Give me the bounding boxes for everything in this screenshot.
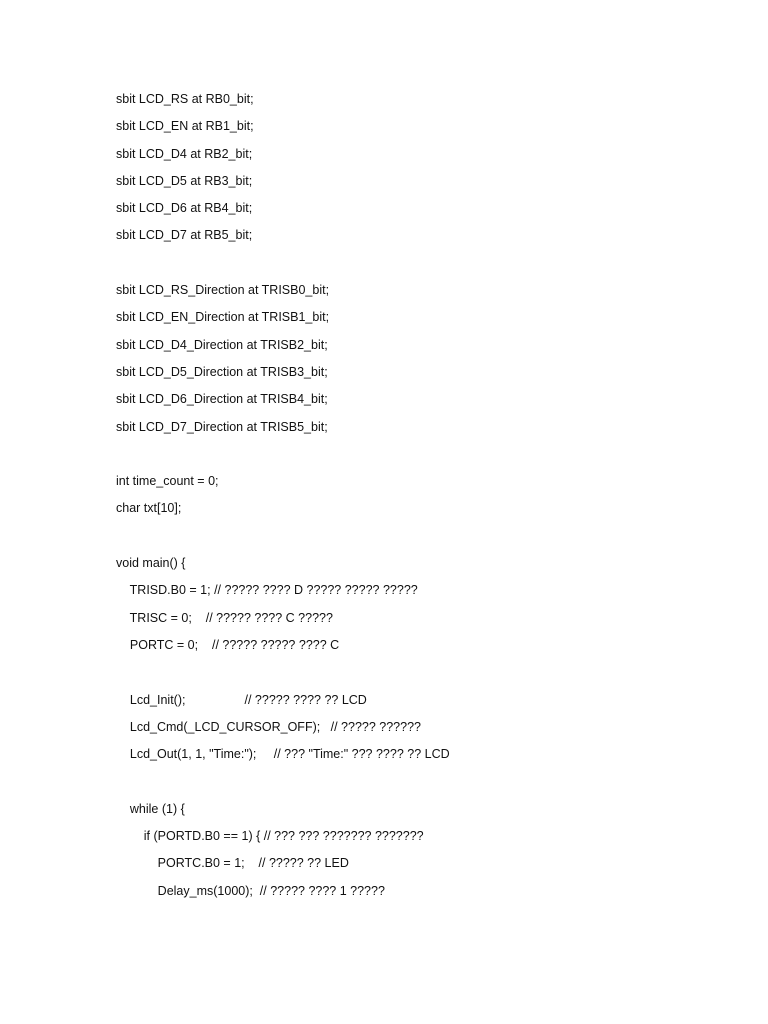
blank-line [116, 441, 736, 468]
blank-line [116, 523, 736, 550]
code-line: void main() { [116, 556, 186, 571]
code-line: sbit LCD_D4_Direction at TRISB2_bit; [116, 337, 328, 352]
code-line: sbit LCD_D5 at RB3_bit; [116, 173, 253, 188]
code-line: char txt[10]; [116, 501, 182, 516]
code-line: PORTC.B0 = 1; // ????? ?? LED [116, 856, 349, 871]
code-line: Lcd_Cmd(_LCD_CURSOR_OFF); // ????? ?????? [116, 719, 421, 734]
code-line: int time_count = 0; [116, 474, 219, 489]
code-line: sbit LCD_D7 at RB5_bit; [116, 228, 253, 243]
code-line: PORTC = 0; // ????? ????? ???? C [116, 637, 340, 652]
code-line: Delay_ms(1000); // ????? ???? 1 ????? [116, 883, 385, 898]
code-line: sbit LCD_D5_Direction at TRISB3_bit; [116, 364, 328, 379]
code-line: sbit LCD_EN_Direction at TRISB1_bit; [116, 310, 330, 325]
code-line: sbit LCD_EN at RB1_bit; [116, 119, 254, 134]
blank-line [116, 659, 736, 686]
blank-line [116, 768, 736, 795]
code-line: TRISC = 0; // ????? ???? C ????? [116, 610, 333, 625]
code-line: sbit LCD_D6 at RB4_bit; [116, 201, 253, 216]
code-line: sbit LCD_D7_Direction at TRISB5_bit; [116, 419, 328, 434]
code-line: sbit LCD_RS_Direction at TRISB0_bit; [116, 283, 330, 298]
code-line: sbit LCD_D6_Direction at TRISB4_bit; [116, 392, 328, 407]
code-block [116, 86, 736, 905]
code-line: while (1) { [116, 801, 185, 816]
blank-line [116, 250, 736, 277]
code-line: Lcd_Init(); // ????? ???? ?? LCD [116, 692, 367, 707]
code-line: TRISD.B0 = 1; // ????? ???? D ????? ????? ????? [116, 583, 418, 598]
code-line: Lcd_Out(1, 1, "Time:"); // ??? "Time:" ??? ???? ?? LCD [116, 747, 450, 762]
code-line: sbit LCD_RS at RB0_bit; [116, 92, 254, 106]
code-line: if (PORTD.B0 == 1) { // ??? ??? ??????? ??????? [116, 829, 424, 844]
code-line: sbit LCD_D4 at RB2_bit; [116, 146, 253, 161]
